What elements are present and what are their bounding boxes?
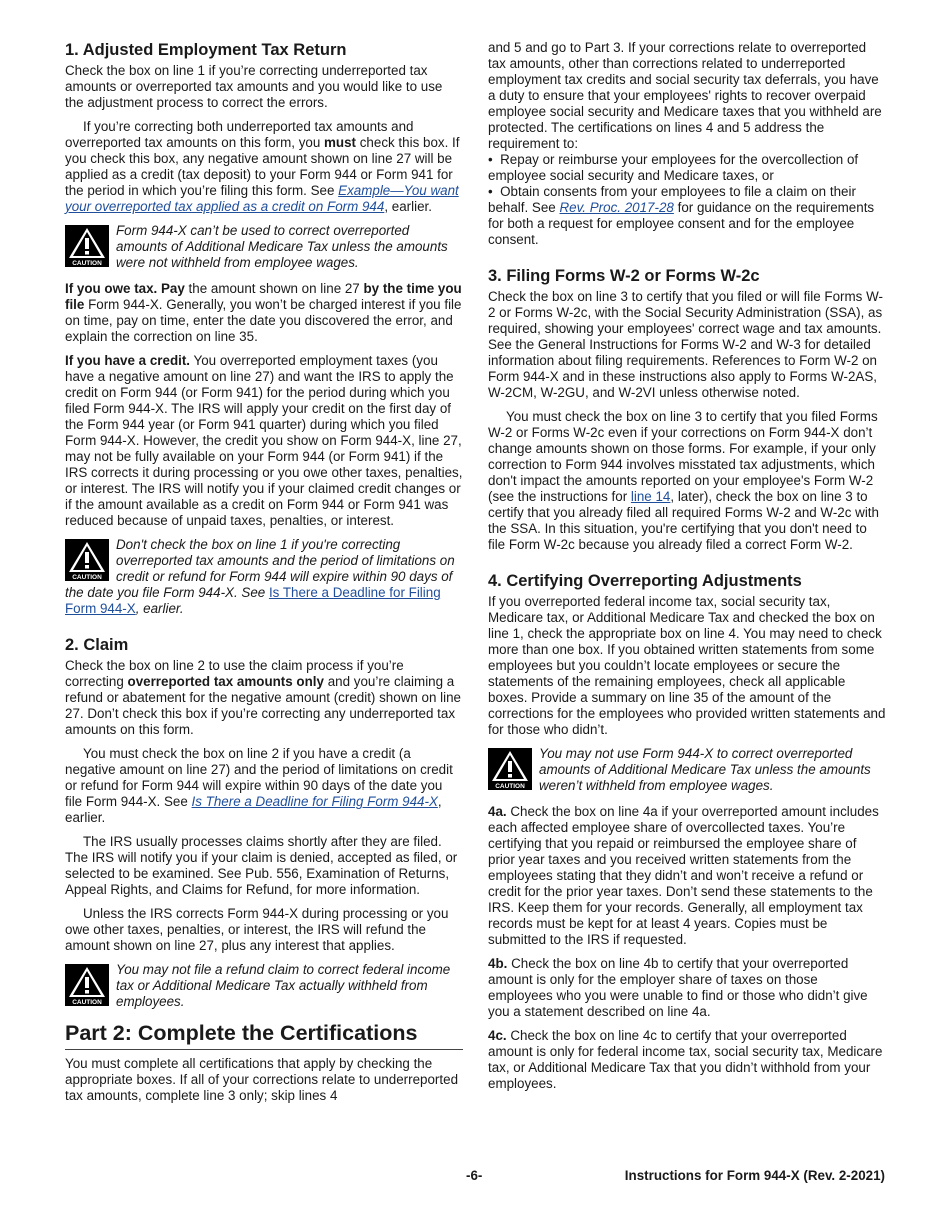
- section-2-paragraph-1: Check the box on line 2 to use the claim process if you’re correcting overreported tax amounts only and you’re claiming a refund or abatement for the negative amount (credit) shown on line 27. Don’t check this box if you’re correcting any underreported tax amounts on this form.: [65, 658, 461, 737]
- section-1-paragraph-2: If you’re correcting both underreported tax amounts and overreported tax amounts on this form, you must check this box. If you check this box, any negative amount shown on line 27 will be applied as a credit (tax deposit) to your Form 944 or Form 941 for the period in which you’re filing this form. See Example—You want your overreported tax applied as a credit on Form 944, earlier.: [65, 119, 460, 214]
- page-number: -6-: [466, 1168, 483, 1183]
- part-2-heading: Part 2: Complete the Certifications: [65, 1020, 463, 1050]
- caution-icon: [65, 964, 109, 1006]
- owe-tax-paragraph: If you owe tax. Pay the amount shown on line 27 by the time you file Form 944-X. Generally, you won’t be charged interest if you file on time, pay on time, enter the date you discovered the error, and explain the correction on line 35.: [65, 281, 462, 344]
- deadline-link[interactable]: Is There a Deadline for Filing Form 944-X: [65, 585, 441, 616]
- line-4b-paragraph: 4b. Check the box on line 4b to certify that your overreported amount is only for the employer share of taxes on those employees who you were unable to find or those who didn’t give you a statement described on line 4a.: [488, 956, 868, 1019]
- section-4-heading: 4. Certifying Overreporting Adjustments: [488, 572, 802, 590]
- caution-note-4: CAUTION You may not use Form 944-X to correct overreported amounts of Additional Medicare Tax unless the amounts weren’t withheld from employee wages.: [488, 746, 886, 794]
- section-2-paragraph-4: Unless the IRS corrects Form 944-X during processing or you owe other taxes, penalties, or interest, the IRS will refund the amount shown on line 27, plus any interest that applies.: [65, 906, 449, 953]
- caution-icon: [65, 539, 109, 581]
- example-credit-link[interactable]: Example—You want your overreported tax applied as a credit on Form 944: [65, 183, 459, 214]
- section-3-heading: 3. Filing Forms W-2 or Forms W-2c: [488, 267, 760, 285]
- svg-text:CAUTION: CAUTION: [72, 260, 102, 267]
- section-2-paragraph-3: The IRS usually processes claims shortly after they are filed. The IRS will notify you if your claim is denied, accepted as filed, or selected to be examined. See Pub. 556, Examination of Returns, Appeal Rights, and Claims for Refund, for more information.: [65, 834, 458, 897]
- deadline-link-2[interactable]: Is There a Deadline for Filing Form 944-X: [191, 794, 438, 809]
- section-3-paragraph-2: You must check the box on line 3 to certify that you filed Forms W-2 or Forms W-2c even if your corrections on Form 944-X don’t change amounts shown on those forms. For example, if your only correction to Form 944 involves misstated tax adjustments, which don't impact the amounts reported on your employee's Form W-2 (see the instructions for line 14, later), check the box on line 3 to certify that you already filed all required Forms W-2 and W-2c with the SSA. In this situation, you're certifying that you don't need to file Form W-2c because you already filed a correct Form W-2.: [488, 409, 879, 552]
- caution-note-2: CAUTION Don't check the box on line 1 if you're correcting overreported tax amounts and the period of limitations on credit or refund for Form 944 will expire within 90 days of the date you file Form 944-X. See Is There a Deadline for Filing Form 944-X, earlier.: [65, 537, 455, 616]
- bullet-item-1: • Repay or reimburse your employees for the overcollection of employee social security and Medicare taxes, or: [488, 152, 859, 183]
- section-1-heading: 1. Adjusted Employment Tax Return: [65, 41, 347, 59]
- part-2-intro: You must complete all certifications that apply by checking the appropriate boxes. If all of your corrections relate to underreported tax amounts, complete line 3 only; skip lines 4: [65, 1056, 459, 1103]
- caution-note-1: CAUTION Form 944-X can’t be used to correct overreported amounts of Additional Medicare Tax unless the amounts were not withheld from employee wages.: [65, 223, 463, 271]
- right-column: [488, 40, 886, 1100]
- credit-paragraph: If you have a credit. You overreported employment taxes (you have a negative amount on line 27) and want the IRS to apply the credit on Form 944 (or Form 941) for the period during which you filed Form 944-X. The IRS will apply your credit on the first day of the Form 944 year (or Form 941 quarter) during which you filed Form 944-X. However, the credit you show on Form 944-X, line 27, may not be fully available on your Form 944 (or Form 941) if the IRS corrects it during processing or you owe other taxes, penalties, or interest. The IRS will notify you if your claimed credit changes or if the amount available as a credit on Form 944 or Form 941 was reduced because of unpaid taxes, penalties, or interest.: [65, 353, 463, 528]
- line-14-link[interactable]: line 14: [630, 489, 671, 504]
- caution-icon: [488, 748, 532, 790]
- svg-text:CAUTION: CAUTION: [495, 783, 525, 790]
- part-2-intro-continued: and 5 and go to Part 3. If your corrections relate to overreported tax amounts, other than corrections related to underreported employment tax credits and social security tax deferrals, you have a duty to ensure that your employees' rights to recover overpaid employee social security and Medicare taxes that you withheld are protected. The certifications on lines 4 and 5 address the requirement to:: [488, 40, 882, 151]
- section-4-paragraph-1: If you overreported federal income tax, social security tax, Medicare tax, or Additional Medicare Tax and checked the box on line 1, check the appropriate box on line 4. You may need to check more than one box. If you obtained written statements from some employees but you couldn’t locate employees or secure the statements of the remaining employees, check all applicable boxes. Provide a summary on line 35 of the amount of the corrections for the employees who provided written statements and for those who didn’t.: [488, 594, 886, 737]
- caution-note-3: CAUTION You may not file a refund claim to correct federal income tax or Additional Medicare Tax actually withheld from employees.: [65, 962, 463, 1010]
- caution-icon: [65, 225, 109, 267]
- section-1-intro: Check the box on line 1 if you’re correcting underreported tax amounts or overreported tax amounts and you would like to use the adjustment process to correct the errors.: [65, 63, 443, 110]
- section-2-heading: 2. Claim: [65, 636, 129, 654]
- svg-text:CAUTION: CAUTION: [72, 574, 102, 581]
- bullet-item-2: • Obtain consents from your employees to file a claim on their behalf. See Rev. Proc. 2017-28 for guidance on the requirements for both a request for employee consent and for the employee consent.: [488, 184, 875, 247]
- section-3-paragraph-1: Check the box on line 3 to certify that you filed or will file Forms W-2 or Forms W-2c, with the Social Security Administration (SSA), as required, showing your employees' correct wage and tax amounts. See the General Instructions for Forms W-2 and W-3 for detailed information about filing requirements. References to Form W-2 on Form 944-X and in these instructions also apply to Forms W-2AS, W-2CM, W-2GU, and W-2VI unless otherwise noted.: [488, 289, 883, 400]
- section-2-paragraph-2: You must check the box on line 2 if you have a credit (a negative amount on line 27) and the period of limitations on credit or refund for Form 944 will expire within 90 days of the date you file Form 944-X. See Is There a Deadline for Filing Form 944-X, earlier.: [65, 746, 453, 825]
- line-4a-paragraph: 4a. Check the box on line 4a if your overreported amount includes each affected employee share of overcollected taxes. You’re certifying that you repaid or reimbursed the employee share of prior year taxes and you received written statements from the employees stating that they didn’t and won’t receive a refund or credit for the prior year taxes. Don’t send these statements to the IRS. Keep them for your records. Generally, all employment tax records must be kept for at least 4 years. Copies must be submitted to the IRS if requested.: [488, 804, 879, 947]
- left-column: [65, 40, 463, 1112]
- line-4c-paragraph: 4c. Check the box on line 4c to certify that your overreported amount is only for federal income tax, social security tax, Medicare tax, or Additional Medicare Tax that you didn’t withhold from your employees.: [488, 1028, 883, 1091]
- svg-text:CAUTION: CAUTION: [72, 999, 102, 1006]
- rev-proc-link[interactable]: Rev. Proc. 2017-28: [559, 200, 674, 215]
- document-title: Instructions for Form 944-X (Rev. 2-2021): [624, 1168, 885, 1183]
